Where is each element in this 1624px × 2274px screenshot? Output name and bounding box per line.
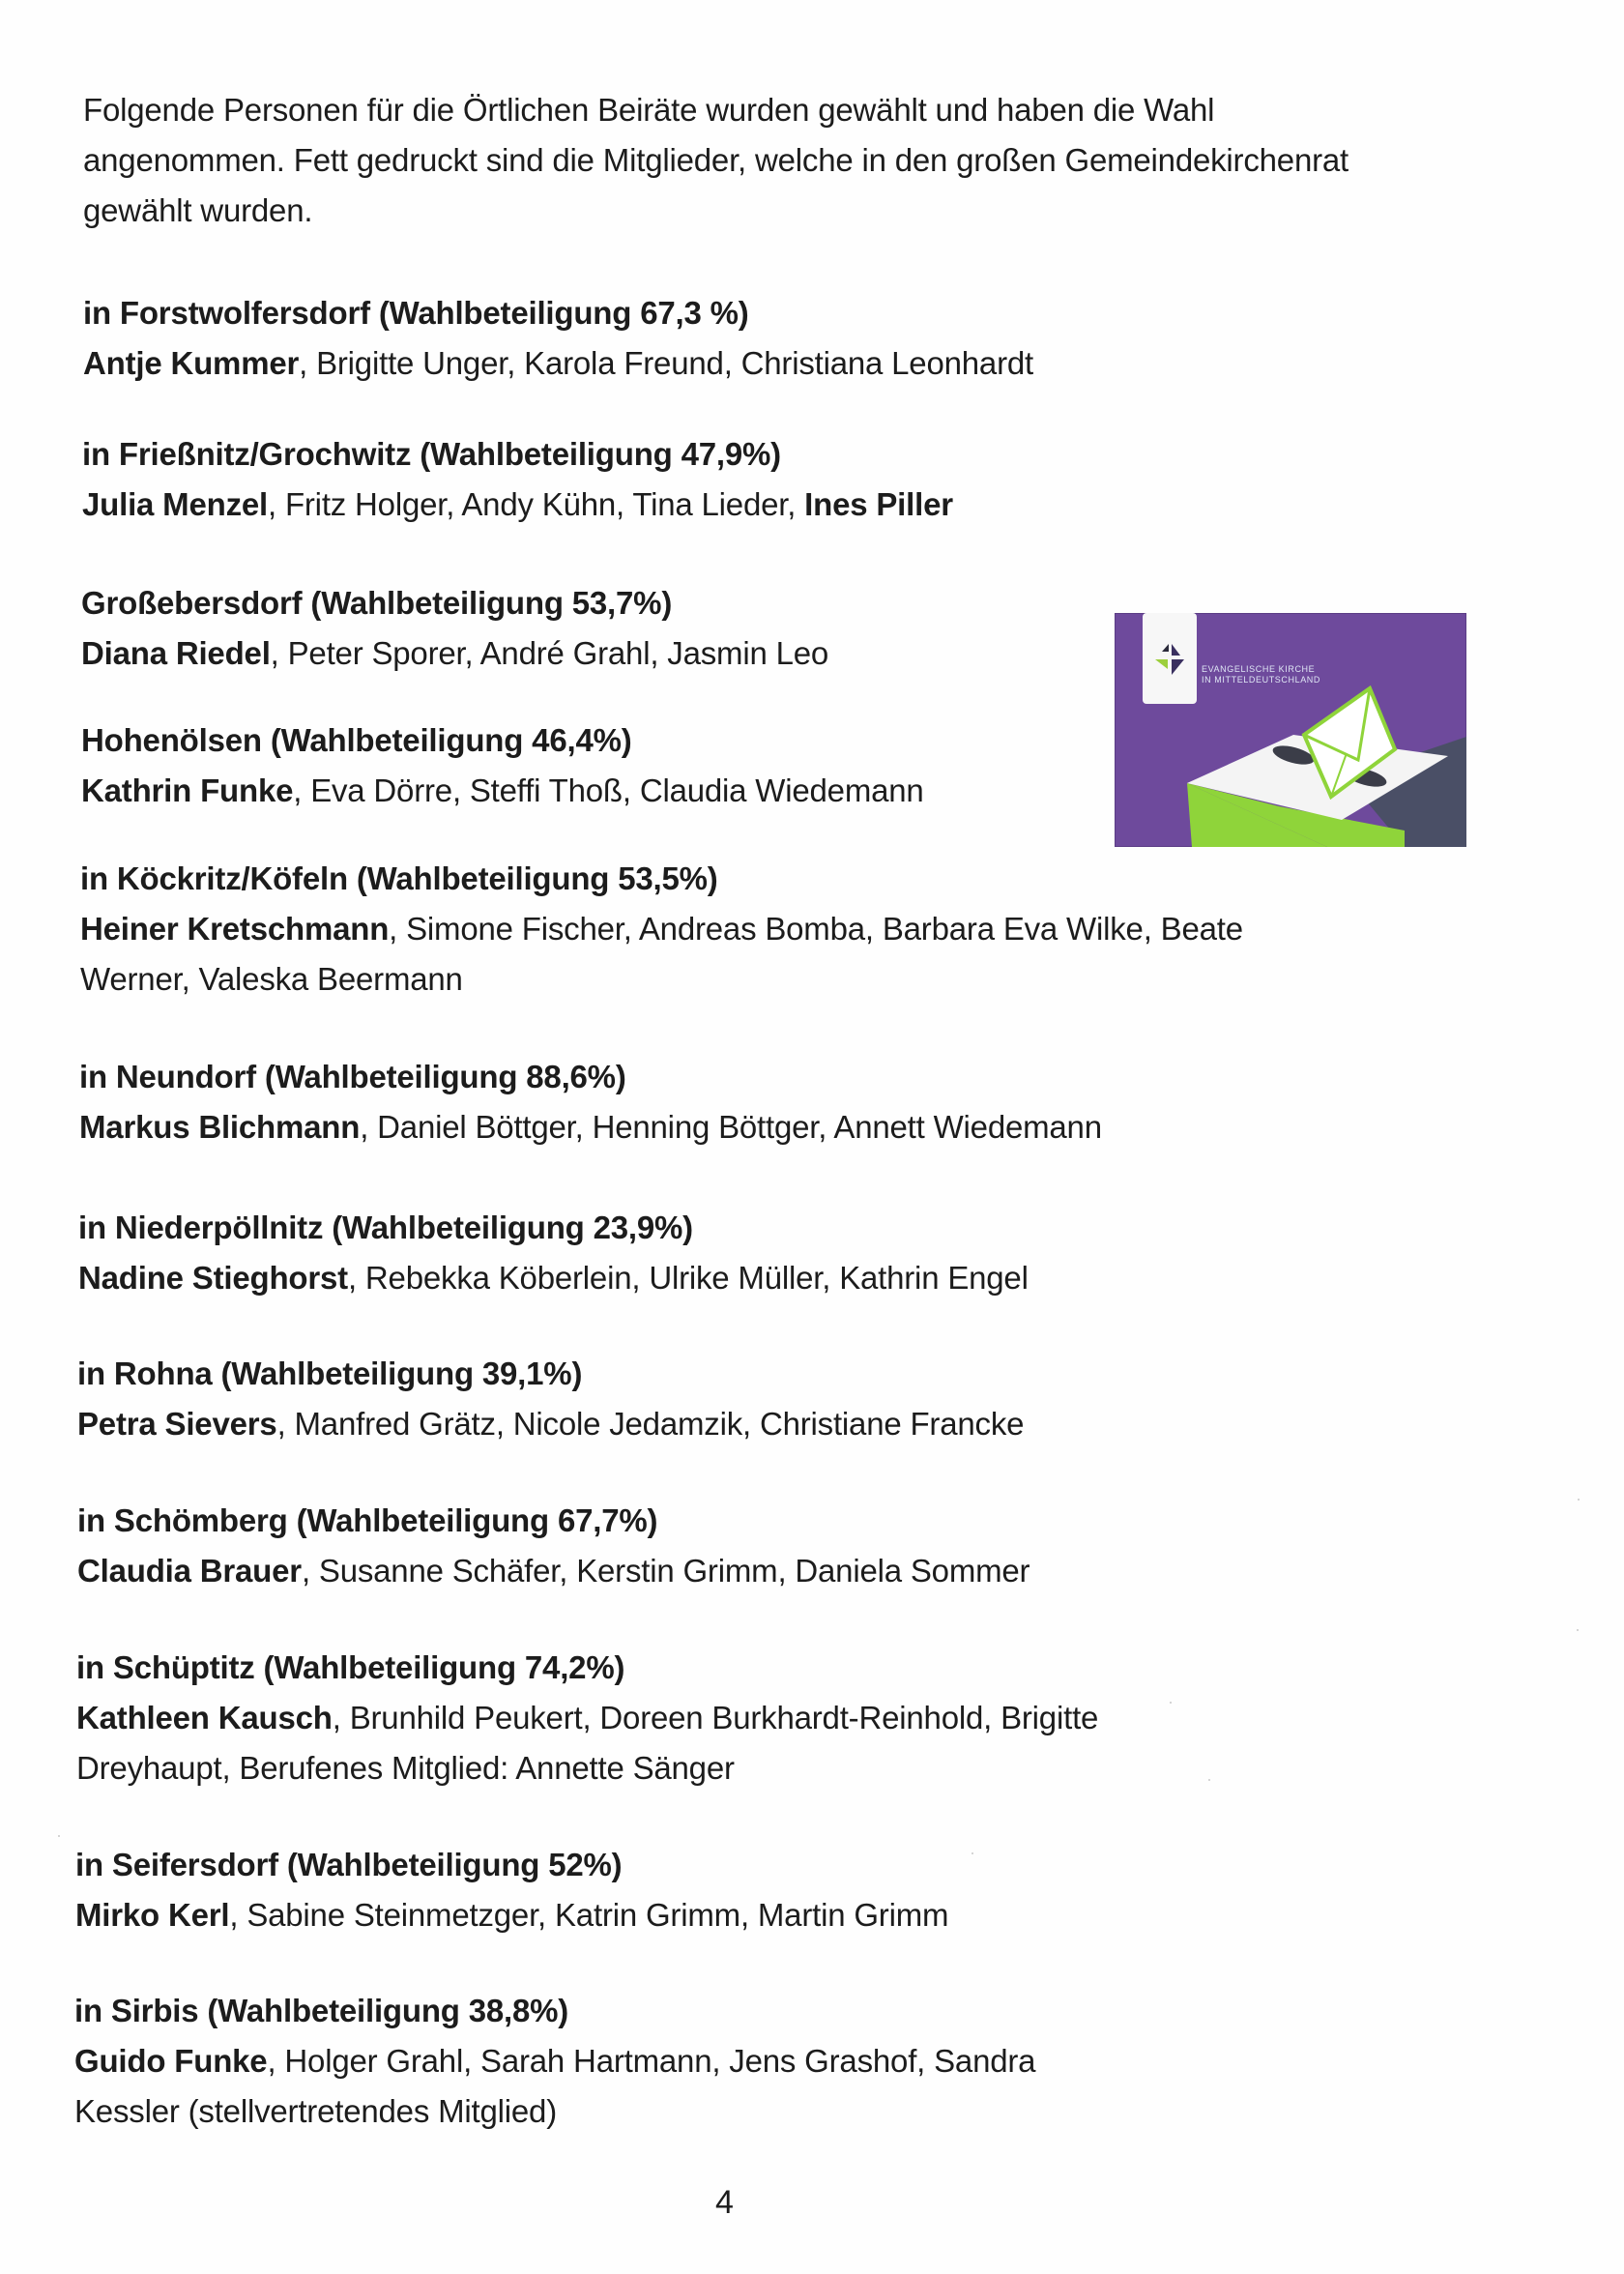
ballot-box-envelope-icon	[1115, 613, 1466, 847]
member-name: Brigitte Dreyhaupt	[76, 1700, 1099, 1786]
member-name: Karola Freund	[524, 345, 724, 381]
member-name: Andy Kühn	[461, 486, 617, 522]
member-name: Doreen Burkhardt-Reinhold	[599, 1700, 984, 1735]
member-list: Kathrin Funke, Eva Dörre, Steffi Thoß, Claudia Wiedemann	[81, 773, 924, 808]
section-heading: in Neundorf (Wahlbeteiligung 88,6%)	[79, 1059, 626, 1094]
member-name-council: Mirko Kerl	[75, 1897, 230, 1933]
member-name: Peter Sporer	[287, 635, 465, 671]
section-heading: in Rohna (Wahlbeteiligung 39,1%)	[77, 1356, 583, 1391]
page-number: 4	[715, 2184, 734, 2221]
member-name: Tina Lieder	[632, 486, 788, 522]
section-heading: in Schüptitz (Wahlbeteiligung 74,2%)	[76, 1649, 625, 1685]
scan-speck	[1170, 1702, 1172, 1704]
member-list: Mirko Kerl, Sabine Steinmetzger, Katrin Grimm, Martin Grimm	[75, 1897, 949, 1933]
member-name: Katrin Grimm	[554, 1897, 740, 1933]
section-heading: in Schömberg (Wahlbeteiligung 67,7%)	[77, 1502, 658, 1538]
scan-speck	[58, 1835, 60, 1837]
logo-text-line2: IN MITTELDEUTSCHLAND	[1202, 675, 1321, 685]
member-name: Ulrike Müller	[649, 1260, 823, 1296]
section-heading: Großebersdorf (Wahlbeteiligung 53,7%)	[81, 585, 673, 621]
section-heading: in Seifersdorf (Wahlbeteiligung 52%)	[75, 1847, 623, 1882]
member-list: Kathleen Kausch, Brunhild Peukert, Doreen Burkhardt-Reinhold, Brigitte Dreyhaupt, Berufenes Mitglied: Annette Sänger	[76, 1700, 1099, 1786]
member-name: Andreas Bomba	[638, 911, 865, 947]
scan-speck	[1578, 1499, 1580, 1501]
member-name: Rebekka Köberlein	[364, 1260, 632, 1296]
member-list: Diana Riedel, Peter Sporer, André Grahl, Jasmin Leo	[81, 635, 829, 671]
section-heading: in Forstwolfersdorf (Wahlbeteiligung 67,3 %)	[83, 295, 749, 331]
member-name-council: Markus Blichmann	[79, 1109, 361, 1145]
member-list: Julia Menzel, Fritz Holger, Andy Kühn, Tina Lieder, Ines Piller	[82, 486, 953, 522]
member-name: Simone Fischer	[406, 911, 624, 947]
member-name: Sandra Kessler (stellvertretendes Mitglied)	[74, 2043, 1036, 2129]
member-name: Daniela Sommer	[795, 1553, 1030, 1589]
member-name: Brigitte Unger	[316, 345, 508, 381]
member-name: Daniel Böttger	[377, 1109, 575, 1145]
member-name-council: Petra Sievers	[77, 1406, 277, 1442]
section-heading: in Sirbis (Wahlbeteiligung 38,8%)	[74, 1993, 569, 2028]
member-name: Brunhild Peukert	[349, 1700, 583, 1735]
member-name: Berufenes Mitglied: Annette Sänger	[239, 1750, 735, 1786]
member-name: Eva Dörre	[310, 773, 452, 808]
logo-text	[1202, 664, 1320, 685]
member-name-council: Diana Riedel	[81, 635, 271, 671]
member-name: Henning Böttger	[592, 1109, 819, 1145]
member-name: Sarah Hartmann	[480, 2043, 712, 2079]
member-name: Beate Werner	[80, 911, 1243, 997]
scan-speck	[972, 1852, 973, 1854]
member-name: Kerstin Grimm	[576, 1553, 778, 1589]
section-koeckritz-koefeln	[80, 854, 1337, 1005]
section-niederpoellnitz	[78, 1203, 1451, 1303]
member-name: Fritz Holger	[284, 486, 447, 522]
member-name: Christiana Leonhardt	[740, 345, 1033, 381]
section-heading: in Niederpöllnitz (Wahlbeteiligung 23,9%)	[78, 1210, 693, 1245]
section-heading: in Frießnitz/Grochwitz (Wahlbeteiligung 47,9%)	[82, 436, 781, 472]
member-name-council: Nadine Stieghorst	[78, 1260, 348, 1296]
section-schoemberg	[77, 1496, 1450, 1596]
member-name: Barbara Eva Wilke	[882, 911, 1144, 947]
section-rohna	[77, 1349, 1450, 1449]
member-name-council: Ines Piller	[804, 486, 953, 522]
section-schueptitz	[76, 1643, 1207, 1793]
member-list: Petra Sievers, Manfred Grätz, Nicole Jedamzik, Christiane Francke	[77, 1406, 1025, 1442]
member-name: Annett Wiedemann	[833, 1109, 1102, 1145]
member-name-council: Kathleen Kausch	[76, 1700, 333, 1735]
member-name: Jens Grashof	[729, 2043, 917, 2079]
member-list: Antje Kummer, Brigitte Unger, Karola Freund, Christiana Leonhardt	[83, 345, 1033, 381]
scan-speck	[1208, 1779, 1210, 1781]
member-name-council: Guido Funke	[74, 2043, 268, 2079]
member-name-council: Antje Kummer	[83, 345, 300, 381]
member-name: Sabine Steinmetzger	[246, 1897, 538, 1933]
section-heading: in Köckritz/Köfeln (Wahlbeteiligung 53,5%)	[80, 860, 718, 896]
member-list: Heiner Kretschmann, Simone Fischer, Andreas Bomba, Barbara Eva Wilke, Beate Werner, Valeska Beermann	[80, 911, 1243, 997]
member-name: André Grahl	[479, 635, 651, 671]
member-name: Valeska Beermann	[198, 961, 463, 997]
section-neundorf	[79, 1052, 1452, 1152]
member-name: Nicole Jedamzik	[512, 1406, 742, 1442]
member-name: Christiane Francke	[759, 1406, 1025, 1442]
member-name-council: Claudia Brauer	[77, 1553, 302, 1589]
member-list: Markus Blichmann, Daniel Böttger, Henning Böttger, Annett Wiedemann	[79, 1109, 1102, 1145]
member-name: Jasmin Leo	[667, 635, 829, 671]
logo-text-line1: EVANGELISCHE KIRCHE	[1202, 664, 1316, 674]
member-name-council: Heiner Kretschmann	[80, 911, 390, 947]
section-friessnitz-grochwitz	[82, 429, 1455, 530]
member-list: Guido Funke, Holger Grahl, Sarah Hartmann, Jens Grashof, Sandra Kessler (stellvertretendes Mitglied)	[74, 2043, 1036, 2129]
member-name-council: Julia Menzel	[82, 486, 268, 522]
member-list: Claudia Brauer, Susanne Schäfer, Kerstin Grimm, Daniela Sommer	[77, 1553, 1030, 1589]
member-name: Martin Grimm	[757, 1897, 949, 1933]
member-name: Manfred Grätz	[294, 1406, 496, 1442]
logo-tab	[1143, 613, 1197, 704]
section-sirbis	[74, 1986, 1138, 2137]
member-name: Susanne Schäfer	[318, 1553, 560, 1589]
member-name: Steffi Thoß	[469, 773, 623, 808]
member-list: Nadine Stieghorst, Rebekka Köberlein, Ulrike Müller, Kathrin Engel	[78, 1260, 1029, 1296]
section-heading: Hohenölsen (Wahlbeteiligung 46,4%)	[81, 722, 632, 758]
section-seifersdorf	[75, 1840, 1448, 1940]
member-name: Claudia Wiedemann	[639, 773, 924, 808]
member-name: Kathrin Engel	[839, 1260, 1029, 1296]
member-name: Holger Grahl	[284, 2043, 464, 2079]
scan-speck	[1577, 1629, 1579, 1631]
intro-paragraph: Folgende Personen für die Örtlichen Beiräte wurden gewählt und haben die Wahl angenommen. Fett gedruckt sind die Mitglieder, welche in den großen Gemeindekirchenrat gewählt wurden.	[83, 92, 1349, 228]
church-election-logo	[1115, 613, 1466, 847]
section-forstwolfersdorf	[83, 288, 1456, 389]
member-name-council: Kathrin Funke	[81, 773, 294, 808]
